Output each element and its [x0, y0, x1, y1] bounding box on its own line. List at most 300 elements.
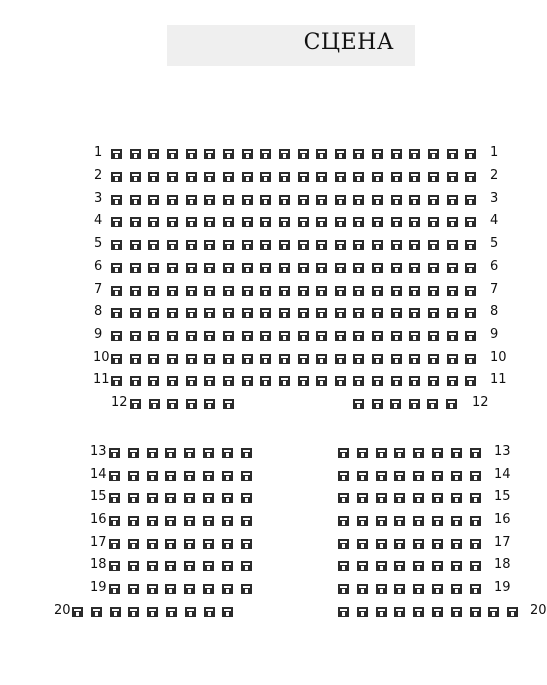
- seat[interactable]: [432, 539, 443, 549]
- seat[interactable]: [298, 331, 309, 341]
- seat[interactable]: [409, 286, 420, 296]
- seat[interactable]: [223, 376, 234, 386]
- seat[interactable]: [109, 516, 120, 526]
- seat[interactable]: [372, 354, 383, 364]
- seat[interactable]: [372, 286, 383, 296]
- seat[interactable]: [335, 172, 346, 182]
- seat[interactable]: [394, 516, 405, 526]
- seat[interactable]: [338, 607, 349, 617]
- seat[interactable]: [147, 448, 158, 458]
- seat[interactable]: [223, 172, 234, 182]
- seat[interactable]: [357, 493, 368, 503]
- seat[interactable]: [298, 240, 309, 250]
- seat[interactable]: [338, 539, 349, 549]
- seat[interactable]: [409, 376, 420, 386]
- seat[interactable]: [148, 263, 159, 273]
- seat[interactable]: [165, 471, 176, 481]
- seat[interactable]: [451, 561, 462, 571]
- seat[interactable]: [166, 607, 177, 617]
- seat[interactable]: [203, 493, 214, 503]
- seat[interactable]: [186, 263, 197, 273]
- seat[interactable]: [413, 493, 424, 503]
- seat[interactable]: [222, 493, 233, 503]
- seat[interactable]: [372, 376, 383, 386]
- seat[interactable]: [447, 240, 458, 250]
- seat[interactable]: [260, 172, 271, 182]
- seat[interactable]: [130, 399, 141, 409]
- seat[interactable]: [372, 308, 383, 318]
- seat[interactable]: [376, 607, 387, 617]
- seat[interactable]: [167, 195, 178, 205]
- seat[interactable]: [128, 448, 139, 458]
- seat[interactable]: [222, 448, 233, 458]
- seat[interactable]: [372, 263, 383, 273]
- seat[interactable]: [242, 195, 253, 205]
- seat[interactable]: [376, 516, 387, 526]
- seat[interactable]: [338, 493, 349, 503]
- seat[interactable]: [279, 149, 290, 159]
- seat[interactable]: [372, 240, 383, 250]
- seat[interactable]: [470, 493, 481, 503]
- seat[interactable]: [447, 376, 458, 386]
- seat[interactable]: [279, 172, 290, 182]
- seat[interactable]: [242, 263, 253, 273]
- seat[interactable]: [165, 516, 176, 526]
- seat[interactable]: [186, 308, 197, 318]
- seat[interactable]: [409, 354, 420, 364]
- seat[interactable]: [394, 561, 405, 571]
- seat[interactable]: [147, 493, 158, 503]
- seat[interactable]: [353, 172, 364, 182]
- seat[interactable]: [428, 217, 439, 227]
- seat[interactable]: [413, 448, 424, 458]
- seat[interactable]: [223, 399, 234, 409]
- seat[interactable]: [447, 217, 458, 227]
- seat[interactable]: [184, 539, 195, 549]
- seat[interactable]: [111, 149, 122, 159]
- seat[interactable]: [72, 607, 83, 617]
- seat[interactable]: [223, 217, 234, 227]
- seat[interactable]: [165, 493, 176, 503]
- seat[interactable]: [447, 149, 458, 159]
- seat[interactable]: [167, 376, 178, 386]
- seat[interactable]: [149, 399, 160, 409]
- seat[interactable]: [203, 561, 214, 571]
- seat[interactable]: [465, 172, 476, 182]
- seat[interactable]: [451, 607, 462, 617]
- seat[interactable]: [222, 471, 233, 481]
- seat[interactable]: [413, 516, 424, 526]
- seat[interactable]: [148, 217, 159, 227]
- seat[interactable]: [413, 471, 424, 481]
- seat[interactable]: [111, 217, 122, 227]
- seat[interactable]: [204, 240, 215, 250]
- seat[interactable]: [470, 539, 481, 549]
- seat[interactable]: [451, 539, 462, 549]
- seat[interactable]: [242, 308, 253, 318]
- seat[interactable]: [465, 376, 476, 386]
- seat[interactable]: [428, 240, 439, 250]
- seat[interactable]: [222, 516, 233, 526]
- seat[interactable]: [507, 607, 518, 617]
- seat[interactable]: [167, 172, 178, 182]
- seat[interactable]: [165, 448, 176, 458]
- seat[interactable]: [165, 584, 176, 594]
- seat[interactable]: [223, 149, 234, 159]
- seat[interactable]: [298, 172, 309, 182]
- seat[interactable]: [111, 172, 122, 182]
- seat[interactable]: [111, 195, 122, 205]
- seat[interactable]: [465, 263, 476, 273]
- seat[interactable]: [428, 308, 439, 318]
- seat[interactable]: [222, 584, 233, 594]
- seat[interactable]: [128, 516, 139, 526]
- seat[interactable]: [353, 263, 364, 273]
- seat[interactable]: [335, 195, 346, 205]
- seat[interactable]: [394, 584, 405, 594]
- seat[interactable]: [428, 354, 439, 364]
- seat[interactable]: [432, 471, 443, 481]
- seat[interactable]: [223, 308, 234, 318]
- seat[interactable]: [222, 607, 233, 617]
- seat[interactable]: [184, 471, 195, 481]
- seat[interactable]: [130, 263, 141, 273]
- seat[interactable]: [279, 286, 290, 296]
- seat[interactable]: [465, 240, 476, 250]
- seat[interactable]: [357, 584, 368, 594]
- seat[interactable]: [147, 607, 158, 617]
- seat[interactable]: [316, 286, 327, 296]
- seat[interactable]: [148, 172, 159, 182]
- seat[interactable]: [241, 561, 252, 571]
- seat[interactable]: [147, 584, 158, 594]
- seat[interactable]: [335, 354, 346, 364]
- seat[interactable]: [432, 516, 443, 526]
- seat[interactable]: [148, 376, 159, 386]
- seat[interactable]: [204, 331, 215, 341]
- seat[interactable]: [204, 286, 215, 296]
- seat[interactable]: [470, 584, 481, 594]
- seat[interactable]: [130, 308, 141, 318]
- seat[interactable]: [167, 354, 178, 364]
- seat[interactable]: [376, 493, 387, 503]
- seat[interactable]: [165, 539, 176, 549]
- seat[interactable]: [186, 240, 197, 250]
- seat[interactable]: [316, 354, 327, 364]
- seat[interactable]: [279, 354, 290, 364]
- seat[interactable]: [335, 217, 346, 227]
- seat[interactable]: [353, 240, 364, 250]
- seat[interactable]: [242, 240, 253, 250]
- seat[interactable]: [130, 217, 141, 227]
- seat[interactable]: [391, 376, 402, 386]
- seat[interactable]: [186, 354, 197, 364]
- seat[interactable]: [451, 584, 462, 594]
- seat[interactable]: [242, 217, 253, 227]
- seat[interactable]: [128, 493, 139, 503]
- seat[interactable]: [357, 471, 368, 481]
- seat[interactable]: [109, 584, 120, 594]
- seat[interactable]: [353, 376, 364, 386]
- seat[interactable]: [451, 516, 462, 526]
- seat[interactable]: [279, 263, 290, 273]
- seat[interactable]: [260, 240, 271, 250]
- seat[interactable]: [335, 376, 346, 386]
- seat[interactable]: [260, 195, 271, 205]
- seat[interactable]: [167, 308, 178, 318]
- seat[interactable]: [353, 399, 364, 409]
- seat[interactable]: [465, 286, 476, 296]
- seat[interactable]: [130, 331, 141, 341]
- seat[interactable]: [260, 376, 271, 386]
- seat[interactable]: [394, 448, 405, 458]
- seat[interactable]: [413, 584, 424, 594]
- seat[interactable]: [148, 308, 159, 318]
- seat[interactable]: [279, 376, 290, 386]
- seat[interactable]: [353, 149, 364, 159]
- seat[interactable]: [298, 195, 309, 205]
- seat[interactable]: [242, 376, 253, 386]
- seat[interactable]: [451, 493, 462, 503]
- seat[interactable]: [223, 263, 234, 273]
- seat[interactable]: [128, 584, 139, 594]
- seat[interactable]: [223, 240, 234, 250]
- seat[interactable]: [186, 399, 197, 409]
- seat[interactable]: [432, 607, 443, 617]
- seat[interactable]: [470, 607, 481, 617]
- seat[interactable]: [203, 471, 214, 481]
- seat[interactable]: [148, 240, 159, 250]
- seat[interactable]: [372, 217, 383, 227]
- seat[interactable]: [353, 195, 364, 205]
- seat[interactable]: [279, 217, 290, 227]
- seat[interactable]: [335, 149, 346, 159]
- seat[interactable]: [338, 516, 349, 526]
- seat[interactable]: [335, 286, 346, 296]
- seat[interactable]: [409, 172, 420, 182]
- seat[interactable]: [128, 471, 139, 481]
- seat[interactable]: [241, 448, 252, 458]
- seat[interactable]: [447, 195, 458, 205]
- seat[interactable]: [432, 493, 443, 503]
- seat[interactable]: [428, 195, 439, 205]
- seat[interactable]: [130, 240, 141, 250]
- seat[interactable]: [353, 286, 364, 296]
- seat[interactable]: [447, 354, 458, 364]
- seat[interactable]: [223, 354, 234, 364]
- seat[interactable]: [447, 331, 458, 341]
- seat[interactable]: [447, 286, 458, 296]
- seat[interactable]: [376, 448, 387, 458]
- seat[interactable]: [409, 240, 420, 250]
- seat[interactable]: [109, 448, 120, 458]
- seat[interactable]: [109, 561, 120, 571]
- seat[interactable]: [128, 561, 139, 571]
- seat[interactable]: [316, 308, 327, 318]
- seat[interactable]: [167, 399, 178, 409]
- seat[interactable]: [335, 263, 346, 273]
- seat[interactable]: [167, 240, 178, 250]
- seat[interactable]: [147, 516, 158, 526]
- seat[interactable]: [91, 607, 102, 617]
- seat[interactable]: [109, 471, 120, 481]
- seat[interactable]: [130, 354, 141, 364]
- seat[interactable]: [242, 354, 253, 364]
- seat[interactable]: [130, 149, 141, 159]
- seat[interactable]: [167, 217, 178, 227]
- seat[interactable]: [241, 539, 252, 549]
- seat[interactable]: [353, 331, 364, 341]
- seat[interactable]: [204, 399, 215, 409]
- seat[interactable]: [298, 308, 309, 318]
- seat[interactable]: [427, 399, 438, 409]
- seat[interactable]: [409, 399, 420, 409]
- seat[interactable]: [148, 354, 159, 364]
- seat[interactable]: [394, 539, 405, 549]
- seat[interactable]: [316, 217, 327, 227]
- seat[interactable]: [432, 561, 443, 571]
- seat[interactable]: [260, 286, 271, 296]
- seat[interactable]: [447, 308, 458, 318]
- seat[interactable]: [428, 286, 439, 296]
- seat[interactable]: [316, 172, 327, 182]
- seat[interactable]: [316, 263, 327, 273]
- seat[interactable]: [376, 584, 387, 594]
- seat[interactable]: [165, 561, 176, 571]
- seat[interactable]: [241, 493, 252, 503]
- seat[interactable]: [167, 331, 178, 341]
- seat[interactable]: [184, 493, 195, 503]
- seat[interactable]: [446, 399, 457, 409]
- seat[interactable]: [111, 376, 122, 386]
- seat[interactable]: [242, 149, 253, 159]
- seat[interactable]: [204, 308, 215, 318]
- seat[interactable]: [109, 493, 120, 503]
- seat[interactable]: [316, 195, 327, 205]
- seat[interactable]: [372, 331, 383, 341]
- seat[interactable]: [465, 195, 476, 205]
- seat[interactable]: [147, 539, 158, 549]
- seat[interactable]: [298, 263, 309, 273]
- seat[interactable]: [447, 263, 458, 273]
- seat[interactable]: [186, 286, 197, 296]
- seat[interactable]: [167, 286, 178, 296]
- seat[interactable]: [465, 354, 476, 364]
- seat[interactable]: [409, 308, 420, 318]
- seat[interactable]: [186, 376, 197, 386]
- seat[interactable]: [111, 308, 122, 318]
- seat[interactable]: [298, 376, 309, 386]
- seat[interactable]: [223, 331, 234, 341]
- seat[interactable]: [185, 607, 196, 617]
- seat[interactable]: [335, 240, 346, 250]
- seat[interactable]: [338, 471, 349, 481]
- seat[interactable]: [391, 331, 402, 341]
- seat[interactable]: [488, 607, 499, 617]
- seat[interactable]: [465, 149, 476, 159]
- seat[interactable]: [222, 561, 233, 571]
- seat[interactable]: [203, 448, 214, 458]
- seat[interactable]: [447, 172, 458, 182]
- seat[interactable]: [111, 331, 122, 341]
- seat[interactable]: [353, 217, 364, 227]
- seat[interactable]: [111, 286, 122, 296]
- seat[interactable]: [409, 263, 420, 273]
- seat[interactable]: [391, 286, 402, 296]
- seat[interactable]: [204, 217, 215, 227]
- seat[interactable]: [338, 448, 349, 458]
- seat[interactable]: [203, 584, 214, 594]
- seat[interactable]: [130, 286, 141, 296]
- seat[interactable]: [413, 561, 424, 571]
- seat[interactable]: [186, 149, 197, 159]
- seat[interactable]: [376, 561, 387, 571]
- seat[interactable]: [128, 607, 139, 617]
- seat[interactable]: [409, 149, 420, 159]
- seat[interactable]: [184, 584, 195, 594]
- seat[interactable]: [391, 240, 402, 250]
- seat[interactable]: [432, 448, 443, 458]
- seat[interactable]: [376, 471, 387, 481]
- seat[interactable]: [279, 195, 290, 205]
- seat[interactable]: [451, 448, 462, 458]
- seat[interactable]: [242, 286, 253, 296]
- seat[interactable]: [428, 376, 439, 386]
- seat[interactable]: [260, 354, 271, 364]
- seat[interactable]: [260, 308, 271, 318]
- seat[interactable]: [409, 195, 420, 205]
- seat[interactable]: [335, 308, 346, 318]
- seat[interactable]: [394, 471, 405, 481]
- seat[interactable]: [338, 584, 349, 594]
- seat[interactable]: [111, 263, 122, 273]
- seat[interactable]: [148, 195, 159, 205]
- seat[interactable]: [470, 561, 481, 571]
- seat[interactable]: [111, 240, 122, 250]
- seat[interactable]: [184, 516, 195, 526]
- seat[interactable]: [428, 149, 439, 159]
- seat[interactable]: [184, 448, 195, 458]
- seat[interactable]: [111, 354, 122, 364]
- seat[interactable]: [428, 331, 439, 341]
- seat[interactable]: [353, 308, 364, 318]
- seat[interactable]: [184, 561, 195, 571]
- seat[interactable]: [372, 172, 383, 182]
- seat[interactable]: [279, 331, 290, 341]
- seat[interactable]: [316, 331, 327, 341]
- seat[interactable]: [186, 172, 197, 182]
- seat[interactable]: [376, 539, 387, 549]
- seat[interactable]: [391, 217, 402, 227]
- seat[interactable]: [223, 286, 234, 296]
- seat[interactable]: [186, 195, 197, 205]
- seat[interactable]: [470, 516, 481, 526]
- seat[interactable]: [298, 149, 309, 159]
- seat[interactable]: [204, 149, 215, 159]
- seat[interactable]: [223, 195, 234, 205]
- seat[interactable]: [148, 331, 159, 341]
- seat[interactable]: [167, 263, 178, 273]
- seat[interactable]: [335, 331, 346, 341]
- seat[interactable]: [167, 149, 178, 159]
- seat[interactable]: [428, 263, 439, 273]
- seat[interactable]: [409, 331, 420, 341]
- seat[interactable]: [465, 217, 476, 227]
- seat[interactable]: [432, 584, 443, 594]
- seat[interactable]: [413, 607, 424, 617]
- seat[interactable]: [204, 263, 215, 273]
- seat[interactable]: [391, 149, 402, 159]
